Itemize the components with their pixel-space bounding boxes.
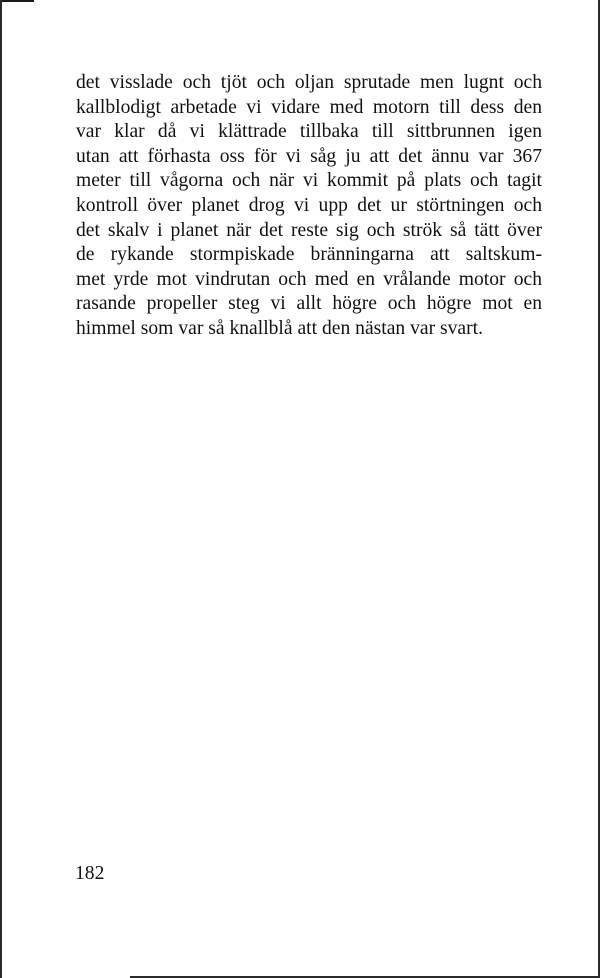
text-line: utan att förhasta oss för vi såg ju att det ännu var 367 [76,145,542,167]
text-line: det skalv i planet när det reste sig och strök så tätt över [76,219,542,241]
text-line: det visslade och tjöt och oljan sprutade men lugnt och [76,72,542,93]
scan-edge-left [0,0,2,978]
text-line: rasande propeller steg vi allt högre och högre mot en [76,293,542,315]
body-text [76,71,542,342]
text-line: met yrde mot vindrutan och med en vrålande motor och [76,268,542,290]
text-line-last: himmel som var så knallblå att den nästan var svart. [76,317,484,339]
text-line: kallblodigt arbetade vi vidare med motorn till dess den [76,96,542,118]
text-line: var klar då vi klättrade tillbaka till sittbrunnen igen [76,121,542,143]
text-line: kontroll över planet drog vi upp det ur störtningen och [76,194,542,216]
page-number: 182 [75,863,105,884]
text-line: meter till vågorna och när vi kommit på plats och tagit [76,170,542,192]
text-line: de rykande stormpiskade bränningarna att saltskum- [76,244,542,266]
scan-edge-top [0,0,34,2]
